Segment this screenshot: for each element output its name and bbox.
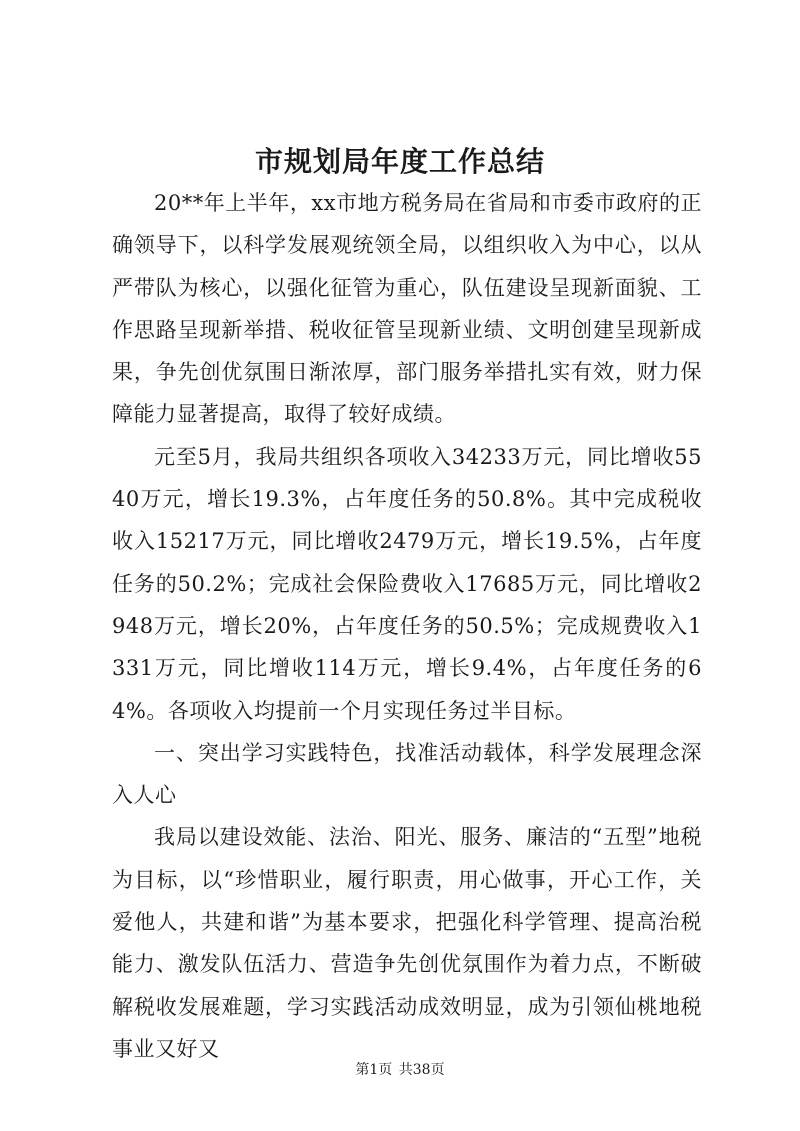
page-title: 市规划局年度工作总结	[254, 145, 545, 178]
paragraph-revenue: 元至5月，我局共组织各项收入34233万元，同比增收5540万元，增长19.3%，占年度任务的50.8%。其中完成税收收入15217万元，同比增收2479万元，增长19.5%，占年度任务的50.2%；完成社会保险费收入17685万元，同比增收2948万元，增长20%，占年度任务的50.5%；完成规费收入1331万元，同比增收114万元，增长9.4%，占年度任务的64%。各项收入均提前一个月实现任务过半目标。	[112, 444, 702, 723]
page-number: 第1页	[355, 1062, 393, 1078]
paragraph-practice: 我局以建设效能、法治、阳光、服务、廉洁的“五型”地税为目标，以“珍惜职业，履行职责，用心做事，开心工作，关爱他人，共建和谐”为基本要求，把强化科学管理、提高治税能力、激发队伍活力、营造争先创优氛围作为着力点，不断破解税收发展难题，学习实践活动成效明显，成为引领仙桃地税事业又好又	[112, 825, 702, 1061]
page-footer	[0, 1060, 800, 1080]
section-heading-1: 一、突出学习实践特色，找准活动载体，科学发展理念深入人心	[112, 740, 702, 808]
paragraph-intro: 20**年上半年，xx市地方税务局在省局和市委市政府的正确领导下，以科学发展观统领全局，以组织收入为中心，以从严带队为核心，以强化征管为重心，队伍建设呈现新面貌、工作思路呈现新举措、税收征管呈现新业绩、文明创建呈现新成果，争先创优氛围日渐浓厚，部门服务举措扎实有效，财力保障能力显著提高，取得了较好成绩。	[112, 191, 702, 427]
page-total: 共38页	[398, 1062, 445, 1078]
document-body	[112, 182, 702, 1070]
